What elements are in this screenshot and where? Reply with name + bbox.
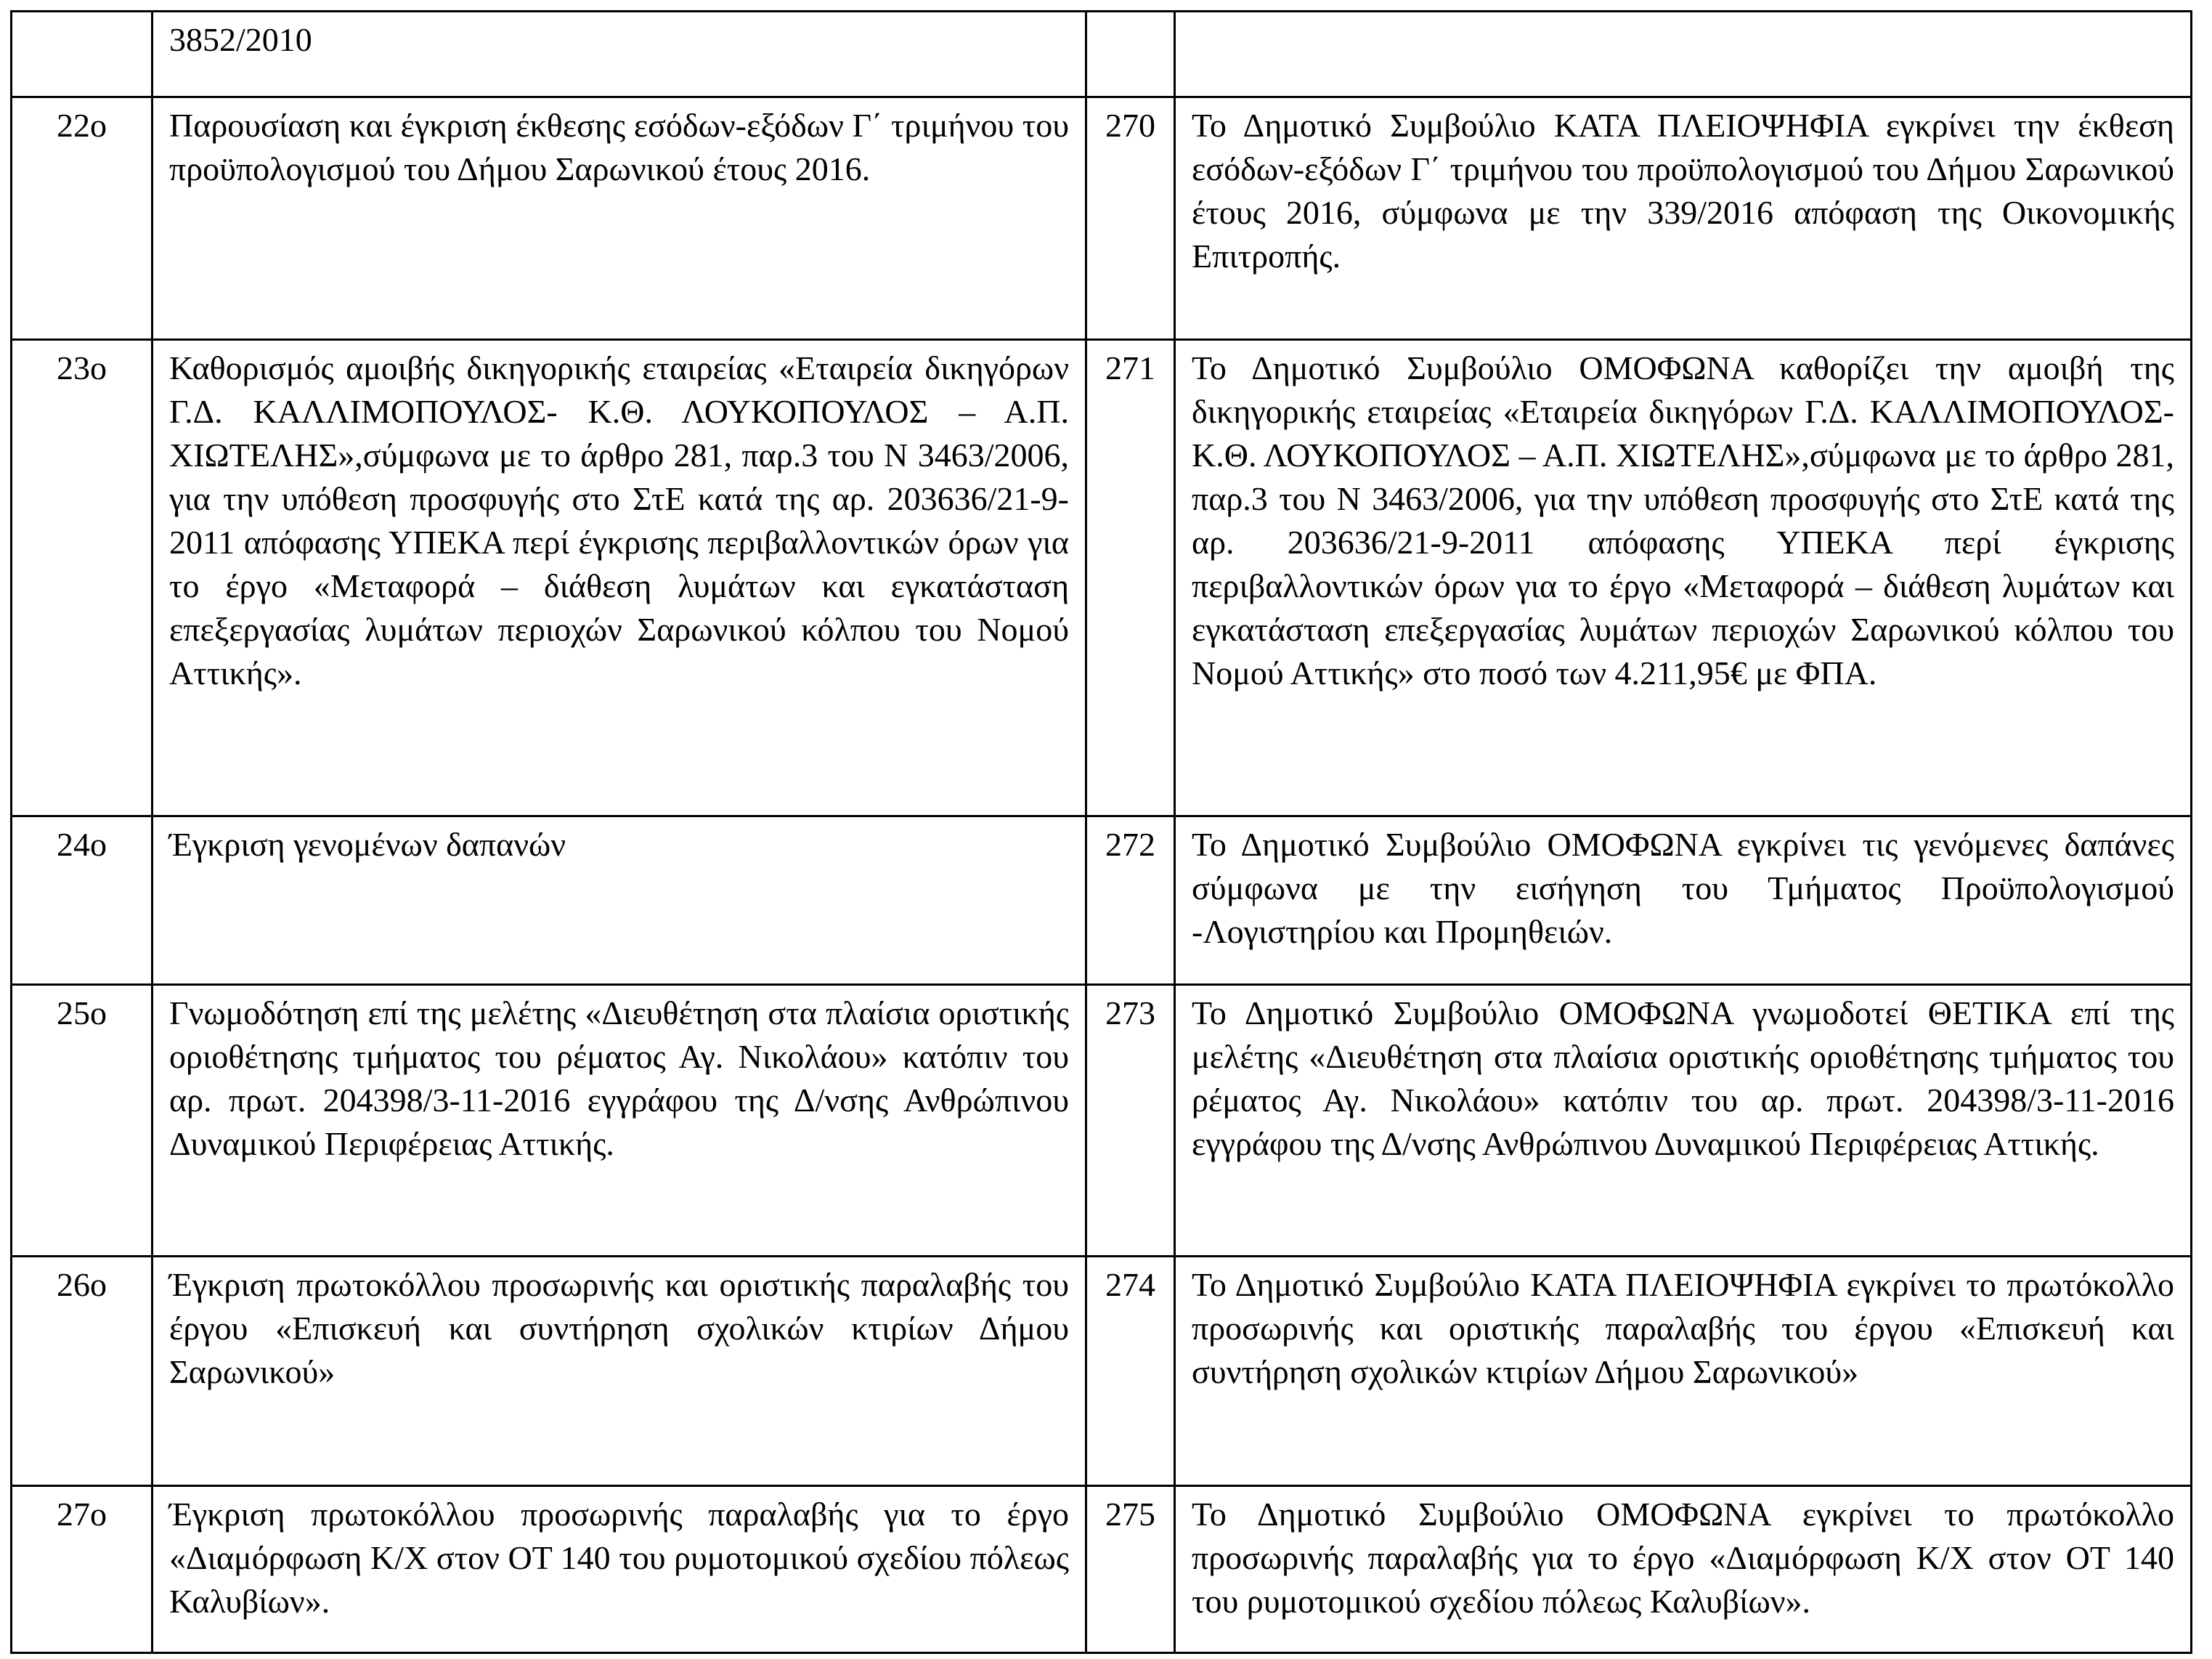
resolution-text: Το Δημοτικό Συμβούλιο ΟΜΟΦΩΝΑ εγκρίνει το πρωτόκολλο προσωρινής παραλαβής για το έργο «Διαμόρφωση Κ/Χ στον ΟΤ 140 του ρυμοτομικού σχεδίου πόλεως Καλυβίων». (1192, 1496, 2174, 1620)
subject-cell (153, 97, 1086, 340)
minutes-table (10, 10, 2192, 1654)
subject-cell (153, 985, 1086, 1257)
decision-number: 270 (1105, 107, 1155, 144)
table-row (12, 97, 2192, 340)
resolution-cell (1175, 12, 2192, 97)
item-number-cell (12, 97, 153, 340)
table-row (12, 985, 2192, 1257)
resolution-text: Το Δημοτικό Συμβούλιο ΟΜΟΦΩΝΑ εγκρίνει τις γενόμενες δαπάνες σύμφωνα με την εισήγηση του Τμήματος Προϋπολογισμού -Λογιστηρίου και Προμηθειών. (1192, 826, 2174, 950)
item-number: 25ο (57, 994, 107, 1031)
resolution-cell (1175, 816, 2192, 985)
resolution-cell (1175, 97, 2192, 340)
table-row (12, 1257, 2192, 1486)
table-row (12, 12, 2192, 97)
subject-cell (153, 340, 1086, 816)
item-subject: Έγκριση πρωτοκόλλου προσωρινής και οριστικής παραλαβής του έργου «Επισκευή και συντήρηση σχολικών κτιρίων Δήμου Σαρωνικού» (169, 1266, 1069, 1390)
subject-cell (153, 1486, 1086, 1653)
item-number-cell (12, 1486, 153, 1653)
decision-number: 274 (1105, 1266, 1155, 1303)
decision-number: 275 (1105, 1496, 1155, 1533)
decision-number-cell (1086, 1486, 1175, 1653)
item-number-cell (12, 816, 153, 985)
decision-number-cell (1086, 816, 1175, 985)
decision-number: 272 (1105, 826, 1155, 863)
decision-number: 273 (1105, 994, 1155, 1031)
resolution-cell (1175, 340, 2192, 816)
decision-number-cell (1086, 97, 1175, 340)
item-subject: Παρουσίαση και έγκριση έκθεσης εσόδων-εξόδων Γ΄ τριμήνου του προϋπολογισμού του Δήμου Σαρωνικού έτους 2016. (169, 107, 1069, 187)
item-number-cell (12, 985, 153, 1257)
decision-number-cell (1086, 340, 1175, 816)
item-number: 27ο (57, 1496, 107, 1533)
item-number-cell (12, 12, 153, 97)
item-number: 26ο (57, 1266, 107, 1303)
decision-number-cell (1086, 985, 1175, 1257)
item-subject: 3852/2010 (169, 21, 312, 58)
resolution-text: Το Δημοτικό Συμβούλιο ΟΜΟΦΩΝΑ γνωμοδοτεί ΘΕΤΙΚΑ επί της μελέτης «Διευθέτηση στα πλαίσια οριστικής οριοθέτησης τμήματος του ρέματος Αγ. Νικολάου» κατόπιν του αρ. πρωτ. 204398/3-11-2016 εγγράφου της Δ/νσης Ανθρώπινου Δυναμικού Περιφέρειας Αττικής. (1192, 994, 2174, 1162)
decision-number-cell (1086, 12, 1175, 97)
subject-cell (153, 12, 1086, 97)
table-row (12, 1486, 2192, 1653)
table-row (12, 340, 2192, 816)
table-row (12, 816, 2192, 985)
item-subject: Καθορισμός αμοιβής δικηγορικής εταιρείας «Εταιρεία δικηγόρων Γ.Δ. ΚΑΛΛΙΜΟΠΟΥΛΟΣ- Κ.Θ. ΛΟΥΚΟΠΟΥΛΟΣ – Α.Π. ΧΙΩΤΕΛΗΣ»,σύμφωνα με το άρθρο 281, παρ.3 του Ν 3463/2006, για την υπόθεση προσφυγής στο ΣτΕ κατά της αρ. 203636/21-9-2011 απόφασης ΥΠΕΚΑ περί έγκρισης περιβαλλοντικών όρων για το έργο «Μεταφορά – διάθεση λυμάτων και εγκατάσταση επεξεργασίας λυμάτων περιοχών Σαρωνικού κόλπου του Νομού Αττικής». (169, 349, 1069, 691)
decision-number-cell (1086, 1257, 1175, 1486)
subject-cell (153, 1257, 1086, 1486)
resolution-text: Το Δημοτικό Συμβούλιο ΚΑΤΑ ΠΛΕΙΟΨΗΦΙΑ εγκρίνει την έκθεση εσόδων-εξόδων Γ΄ τριμήνου του προϋπολογισμού του Δήμου Σαρωνικού έτους 2016, σύμφωνα με την 339/2016 απόφαση της Οικονομικής Επιτροπής. (1192, 107, 2174, 275)
item-subject: Γνωμοδότηση επί της μελέτης «Διευθέτηση στα πλαίσια οριστικής οριοθέτησης τμήματος του ρέματος Αγ. Νικολάου» κατόπιν του αρ. πρωτ. 204398/3-11-2016 εγγράφου της Δ/νσης Ανθρώπινου Δυναμικού Περιφέρειας Αττικής. (169, 994, 1069, 1162)
item-number-cell (12, 340, 153, 816)
item-subject: Έγκριση πρωτοκόλλου προσωρινής παραλαβής για το έργο «Διαμόρφωση Κ/Χ στον ΟΤ 140 του ρυμοτομικού σχεδίου πόλεως Καλυβίων». (169, 1496, 1069, 1620)
subject-cell (153, 816, 1086, 985)
resolution-text: Το Δημοτικό Συμβούλιο ΚΑΤΑ ΠΛΕΙΟΨΗΦΙΑ εγκρίνει το πρωτόκολλο προσωρινής και οριστικής παραλαβής του έργου «Επισκευή και συντήρηση σχολικών κτιρίων Δήμου Σαρωνικού» (1192, 1266, 2174, 1390)
resolution-cell (1175, 1486, 2192, 1653)
item-number-cell (12, 1257, 153, 1486)
resolution-cell (1175, 1257, 2192, 1486)
resolution-text: Το Δημοτικό Συμβούλιο ΟΜΟΦΩΝΑ καθορίζει την αμοιβή της δικηγορικής εταιρείας «Εταιρεία δικηγόρων Γ.Δ. ΚΑΛΛΙΜΟΠΟΥΛΟΣ- Κ.Θ. ΛΟΥΚΟΠΟΥΛΟΣ – Α.Π. ΧΙΩΤΕΛΗΣ»,σύμφωνα με το άρθρο 281, παρ.3 του Ν 3463/2006, για την υπόθεση προσφυγής στο ΣτΕ κατά της αρ. 203636/21-9-2011 απόφασης ΥΠΕΚΑ περί έγκρισης περιβαλλοντικών όρων για το έργο «Μεταφορά – διάθεση λυμάτων και εγκατάσταση επεξεργασίας λυμάτων περιοχών Σαρωνικού κόλπου του Νομού Αττικής» στο ποσό των 4.211,95€ με ΦΠΑ. (1192, 349, 2174, 691)
item-number: 24ο (57, 826, 107, 863)
item-subject: Έγκριση γενομένων δαπανών (169, 826, 566, 863)
resolution-cell (1175, 985, 2192, 1257)
item-number: 23ο (57, 349, 107, 386)
decision-number: 271 (1105, 349, 1155, 386)
item-number: 22ο (57, 107, 107, 144)
